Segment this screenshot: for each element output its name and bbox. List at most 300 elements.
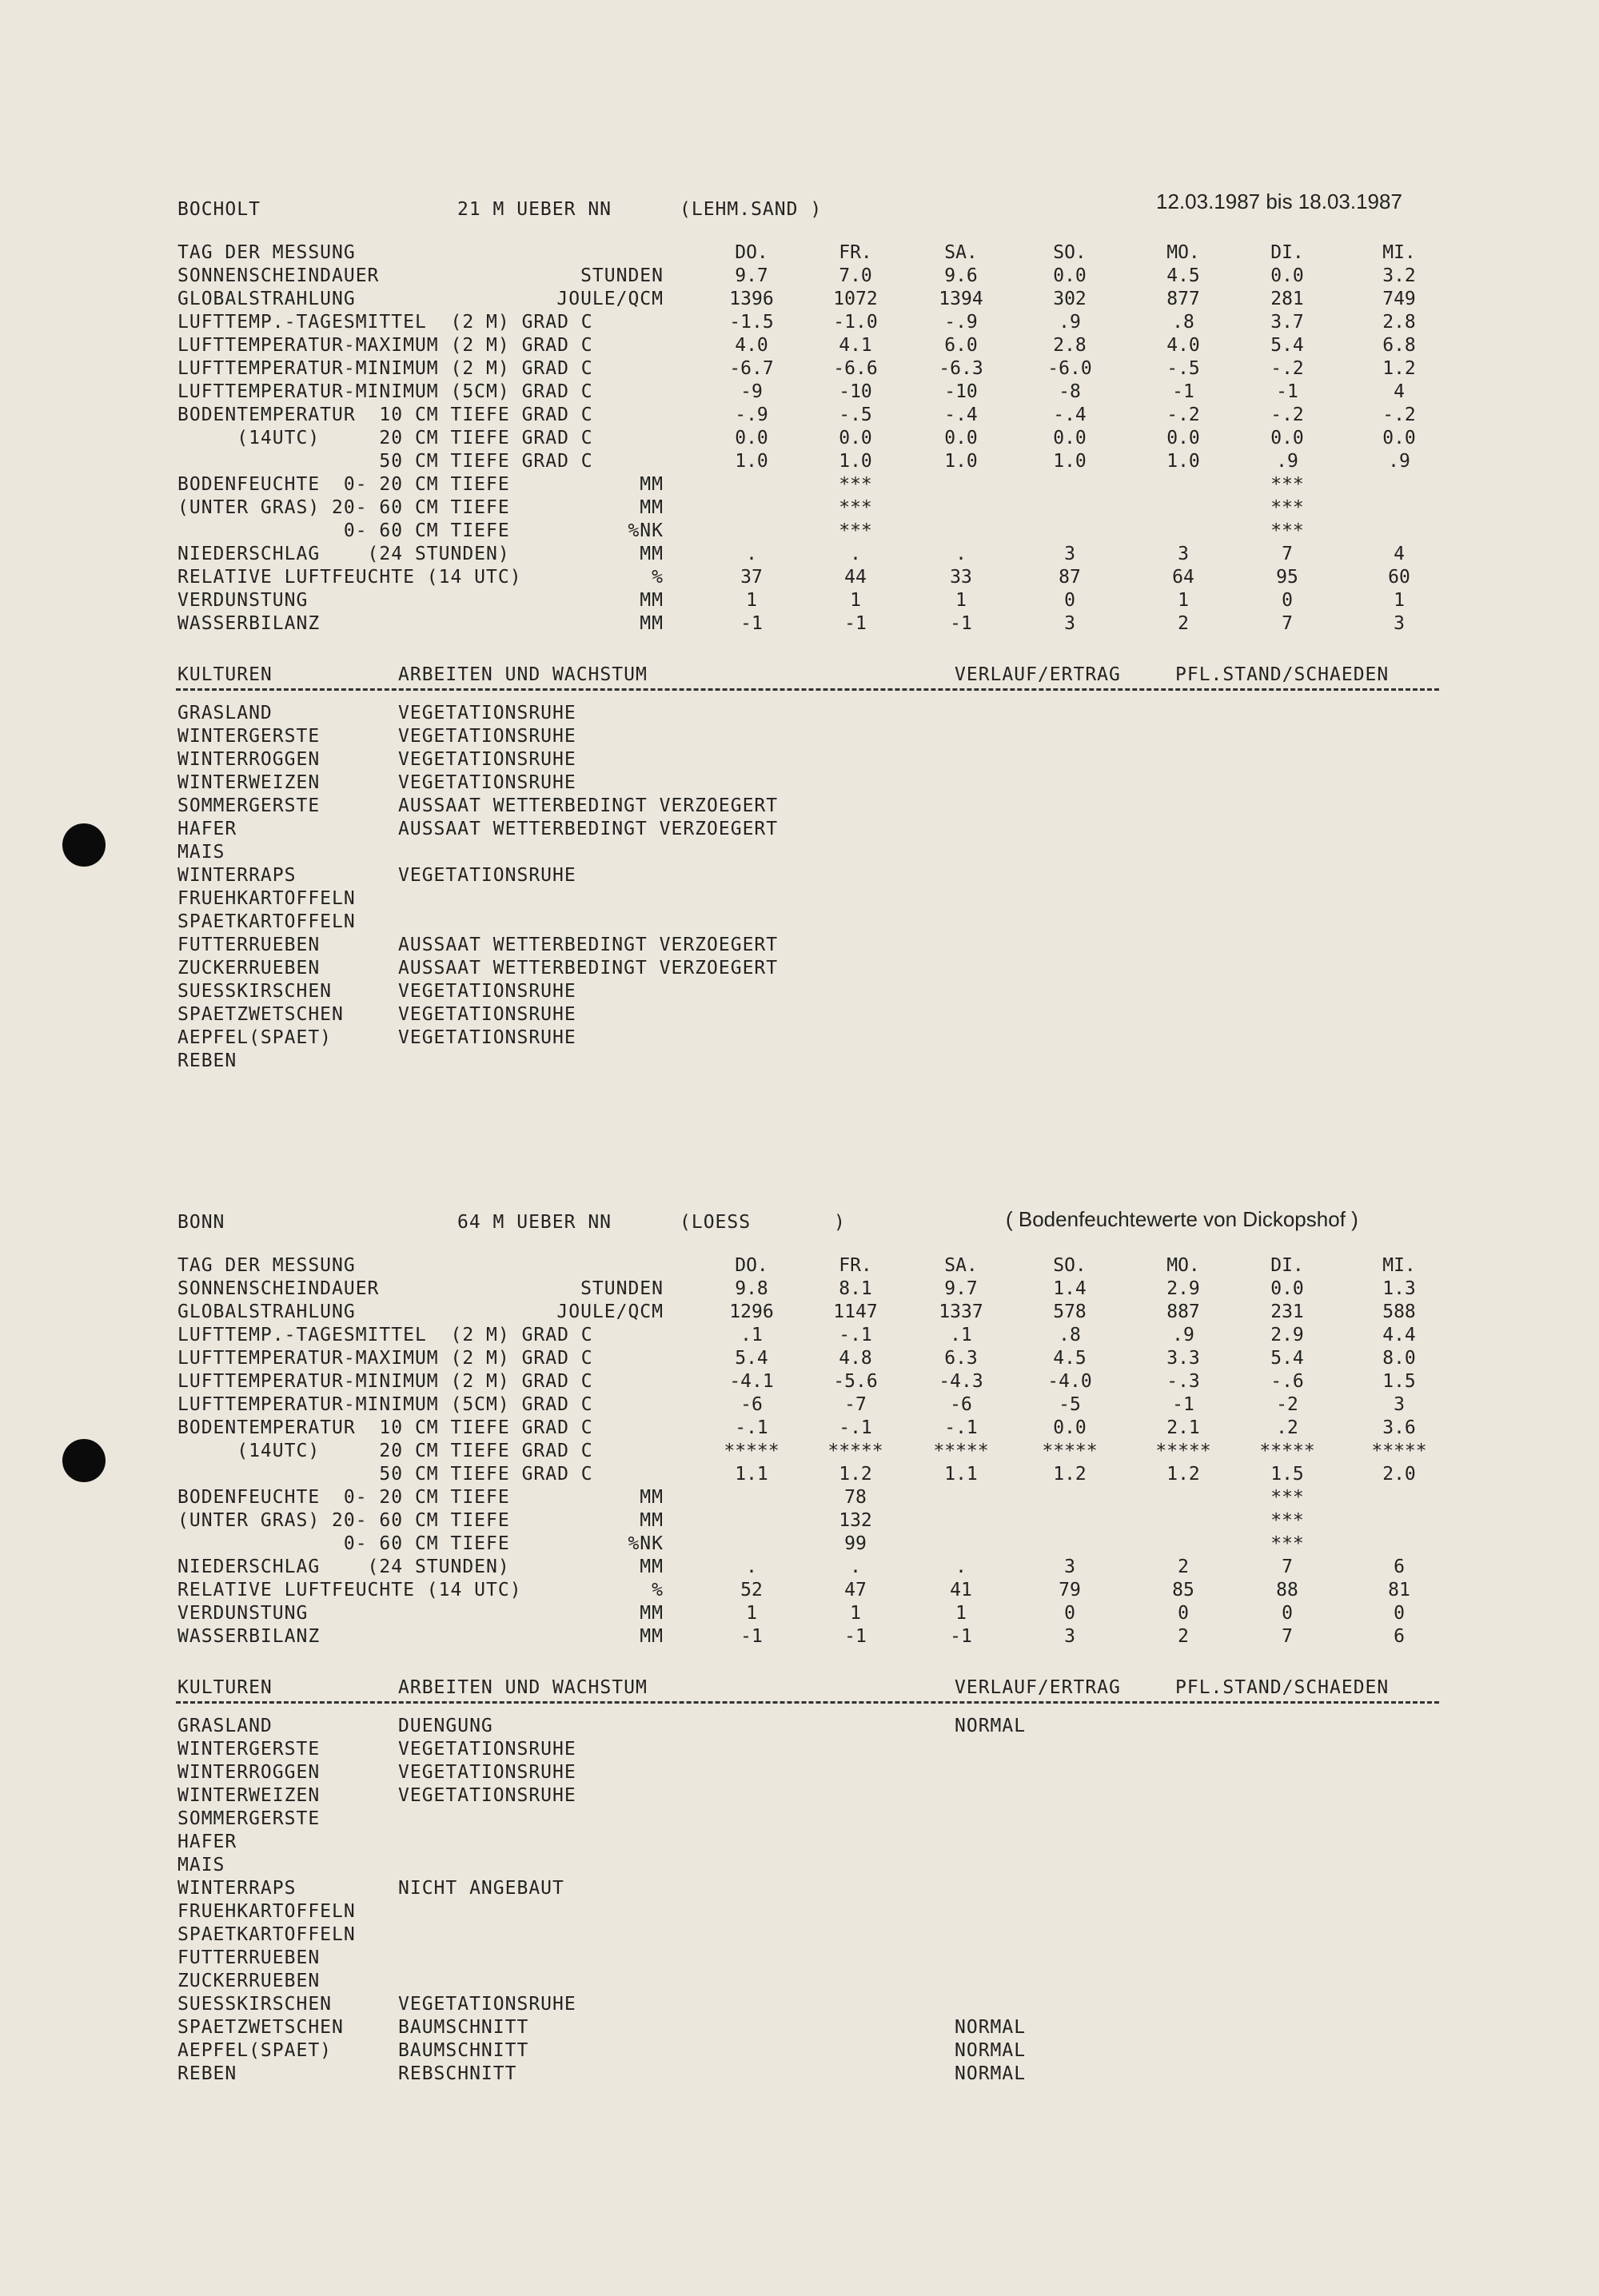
crop-activity: VEGETATIONSRUHE bbox=[398, 1004, 576, 1025]
measure-value: 37 bbox=[740, 567, 763, 588]
measure-value: 6 bbox=[1394, 1626, 1405, 1647]
measure-value: -6.0 bbox=[1047, 358, 1092, 379]
measure-value: -.9 bbox=[944, 312, 978, 333]
crop-progress: NORMAL bbox=[955, 2040, 1027, 2061]
measure-value: 2.9 bbox=[1270, 1325, 1304, 1345]
measure-label: (14UTC) 20 CM TIEFE GRAD C bbox=[177, 1441, 593, 1461]
crop-name: REBEN bbox=[177, 1050, 237, 1071]
measure-value: 749 bbox=[1382, 289, 1416, 309]
measure-label: VERDUNSTUNG bbox=[177, 590, 309, 611]
measure-label: LUFTTEMP.-TAGESMITTEL (2 M) GRAD C bbox=[177, 1325, 593, 1345]
measure-value: 578 bbox=[1053, 1301, 1087, 1322]
measure-value: -6.6 bbox=[833, 358, 878, 379]
crop-name: AEPFEL(SPAET) bbox=[177, 1027, 333, 1048]
measure-value: 9.7 bbox=[944, 1278, 978, 1299]
measure-value: -4.1 bbox=[729, 1371, 774, 1392]
crop-name: SPAETKARTOFFELN bbox=[177, 1924, 356, 1945]
measure-value: -.2 bbox=[1270, 358, 1304, 379]
crop-name: ZUCKERRUEBEN bbox=[177, 958, 321, 979]
measure-value: 231 bbox=[1270, 1301, 1304, 1322]
measure-value: 281 bbox=[1270, 289, 1304, 309]
measure-value: ***** bbox=[827, 1441, 883, 1461]
measure-value: 588 bbox=[1382, 1301, 1416, 1322]
measure-value: .9 bbox=[1276, 451, 1298, 472]
measure-value: 0.0 bbox=[1382, 428, 1416, 448]
crop-header-verlauf: VERLAUF/ERTRAG bbox=[955, 664, 1121, 685]
measure-value: 877 bbox=[1166, 289, 1200, 309]
measure-value: 1.0 bbox=[839, 451, 872, 472]
measure-label: 0- 60 CM TIEFE bbox=[177, 520, 510, 541]
measure-value: *** bbox=[1270, 1510, 1304, 1531]
measure-value: -1 bbox=[1172, 381, 1194, 402]
measure-value: -1.0 bbox=[833, 312, 878, 333]
measure-label: GLOBALSTRAHLUNG bbox=[177, 1301, 356, 1322]
measure-label: BODENFEUCHTE 0- 20 CM TIEFE bbox=[177, 1487, 510, 1508]
measure-value: -4.0 bbox=[1047, 1371, 1092, 1392]
crop-name: MAIS bbox=[177, 1855, 225, 1875]
measure-value: 3 bbox=[1064, 544, 1075, 564]
measure-value: -.1 bbox=[735, 1417, 768, 1438]
crop-progress: NORMAL bbox=[955, 1716, 1027, 1736]
day-column-header: SO. bbox=[1053, 242, 1087, 263]
measure-value: -5 bbox=[1059, 1394, 1081, 1415]
measure-unit: STUNDEN bbox=[580, 1278, 664, 1299]
measure-value: 3 bbox=[1064, 1626, 1075, 1647]
crop-name: WINTERWEIZEN bbox=[177, 1785, 321, 1806]
crop-activity: VEGETATIONSRUHE bbox=[398, 772, 576, 793]
measure-value: -1 bbox=[844, 1626, 867, 1647]
day-column-header: MO. bbox=[1166, 242, 1200, 263]
crop-name: WINTERROGGEN bbox=[177, 749, 321, 770]
crop-progress: NORMAL bbox=[955, 2017, 1027, 2038]
measure-value: 0.0 bbox=[1053, 1417, 1087, 1438]
measure-value: 3.3 bbox=[1166, 1348, 1200, 1369]
measure-value: 1 bbox=[746, 1603, 757, 1624]
measure-value: 0.0 bbox=[1053, 428, 1087, 448]
measure-value: -1 bbox=[844, 613, 867, 634]
measure-value: . bbox=[955, 544, 967, 564]
measure-value: 7 bbox=[1282, 544, 1293, 564]
measure-value: 1.0 bbox=[944, 451, 978, 472]
measure-value: *** bbox=[1270, 497, 1304, 518]
measure-value: . bbox=[746, 1557, 757, 1577]
measure-value: 5.4 bbox=[735, 1348, 768, 1369]
measure-value: -.3 bbox=[1166, 1371, 1200, 1392]
measure-value: 0 bbox=[1282, 590, 1293, 611]
measure-label: LUFTTEMPERATUR-MAXIMUM (2 M) GRAD C bbox=[177, 335, 593, 356]
measure-value: 4.0 bbox=[1166, 335, 1200, 356]
crop-header-kultur: KULTUREN bbox=[177, 664, 273, 685]
measure-value: 88 bbox=[1276, 1580, 1298, 1600]
measure-unit: MM bbox=[640, 1626, 664, 1647]
measure-unit: STUNDEN bbox=[580, 265, 664, 286]
measure-value: 87 bbox=[1059, 567, 1081, 588]
crop-header-divider bbox=[176, 688, 1439, 691]
measure-value: -.2 bbox=[1166, 405, 1200, 425]
crop-name: WINTERWEIZEN bbox=[177, 772, 321, 793]
measure-value: 64 bbox=[1172, 567, 1194, 588]
measure-value: .9 bbox=[1059, 312, 1081, 333]
measure-label: GLOBALSTRAHLUNG bbox=[177, 289, 356, 309]
measure-label: LUFTTEMPERATUR-MINIMUM (5CM) GRAD C bbox=[177, 381, 593, 402]
crop-activity: NICHT ANGEBAUT bbox=[398, 1878, 564, 1899]
measure-value: 3.6 bbox=[1382, 1417, 1416, 1438]
measure-value: 41 bbox=[950, 1580, 972, 1600]
measure-unit: %NK bbox=[628, 1533, 664, 1554]
measure-value: 0.0 bbox=[1270, 428, 1304, 448]
day-column-header: DO. bbox=[735, 242, 768, 263]
crop-activity: VEGETATIONSRUHE bbox=[398, 1739, 576, 1760]
crop-name: SPAETZWETSCHEN bbox=[177, 1004, 344, 1025]
measure-value: . bbox=[955, 1557, 967, 1577]
measure-value: *** bbox=[1270, 1487, 1304, 1508]
measure-value: 1.5 bbox=[1382, 1371, 1416, 1392]
crop-name: WINTERGERSTE bbox=[177, 726, 321, 747]
measure-label: (14UTC) 20 CM TIEFE GRAD C bbox=[177, 428, 593, 448]
measure-unit: JOULE/QCM bbox=[556, 1301, 664, 1322]
measure-value: 6 bbox=[1394, 1557, 1405, 1577]
measure-value: -6 bbox=[740, 1394, 763, 1415]
measure-label: LUFTTEMPERATUR-MINIMUM (2 M) GRAD C bbox=[177, 358, 593, 379]
measure-value: 0.0 bbox=[1053, 265, 1087, 286]
measure-unit: % bbox=[652, 1580, 664, 1600]
measure-value: -6 bbox=[950, 1394, 972, 1415]
measure-value: 0 bbox=[1282, 1603, 1293, 1624]
measure-unit: MM bbox=[640, 590, 664, 611]
measure-value: -.5 bbox=[839, 405, 872, 425]
measure-value: 1.2 bbox=[1053, 1464, 1087, 1485]
crop-progress: NORMAL bbox=[955, 2063, 1027, 2084]
measure-value: 4.1 bbox=[839, 335, 872, 356]
measure-value: 0 bbox=[1394, 1603, 1405, 1624]
measure-label: (UNTER GRAS) 20- 60 CM TIEFE bbox=[177, 1510, 510, 1531]
crop-activity: AUSSAAT WETTERBEDINGT VERZOEGERT bbox=[398, 958, 779, 979]
measure-value: -1 bbox=[950, 1626, 972, 1647]
measure-value: -.9 bbox=[735, 405, 768, 425]
station-elevation: 21 M UEBER NN bbox=[457, 199, 612, 220]
measure-value: 6.0 bbox=[944, 335, 978, 356]
crop-activity: VEGETATIONSRUHE bbox=[398, 1762, 576, 1783]
crop-name: SOMMERGERSTE bbox=[177, 795, 321, 816]
measure-value: .9 bbox=[1388, 451, 1410, 472]
crop-activity: VEGETATIONSRUHE bbox=[398, 865, 576, 886]
measure-value: 81 bbox=[1388, 1580, 1410, 1600]
measure-value: -1.5 bbox=[729, 312, 774, 333]
day-column-header: DI. bbox=[1270, 242, 1304, 263]
crop-name: ZUCKERRUEBEN bbox=[177, 1971, 321, 1991]
crop-name: WINTERGERSTE bbox=[177, 1739, 321, 1760]
crop-name: WINTERROGGEN bbox=[177, 1762, 321, 1783]
measure-value: -6.7 bbox=[729, 358, 774, 379]
measure-value: -6.3 bbox=[939, 358, 983, 379]
measure-unit: MM bbox=[640, 613, 664, 634]
crop-header-verlauf: VERLAUF/ERTRAG bbox=[955, 1677, 1121, 1698]
measure-value: -.4 bbox=[1053, 405, 1087, 425]
measure-value: .2 bbox=[1276, 1417, 1298, 1438]
measure-value: -4.3 bbox=[939, 1371, 983, 1392]
measure-value: 1 bbox=[1394, 590, 1405, 611]
measure-value: 2 bbox=[1178, 613, 1189, 634]
measure-value: 1.2 bbox=[1166, 1464, 1200, 1485]
measure-value: ***** bbox=[1259, 1441, 1315, 1461]
measure-label: 50 CM TIEFE GRAD C bbox=[177, 1464, 593, 1485]
measure-value: 0 bbox=[1178, 1603, 1189, 1624]
measure-label: NIEDERSCHLAG (24 STUNDEN) bbox=[177, 1557, 510, 1577]
measure-unit: MM bbox=[640, 544, 664, 564]
measure-value: 2.1 bbox=[1166, 1417, 1200, 1438]
measure-value: -1 bbox=[950, 613, 972, 634]
measure-value: -1 bbox=[740, 613, 763, 634]
measure-value: 1 bbox=[850, 1603, 861, 1624]
crop-name: HAFER bbox=[177, 1832, 237, 1852]
measure-label: LUFTTEMP.-TAGESMITTEL (2 M) GRAD C bbox=[177, 312, 593, 333]
measure-value: 3 bbox=[1064, 613, 1075, 634]
day-column-header: SA. bbox=[944, 1255, 978, 1276]
measure-label: RELATIVE LUFTFEUCHTE (14 UTC) bbox=[177, 1580, 522, 1600]
measure-value: 4 bbox=[1394, 381, 1405, 402]
measure-value: 1.0 bbox=[1166, 451, 1200, 472]
day-header-label: TAG DER MESSUNG bbox=[177, 242, 356, 263]
measure-value: 2 bbox=[1178, 1626, 1189, 1647]
measure-value: -9 bbox=[740, 381, 763, 402]
crop-activity: DUENGUNG bbox=[398, 1716, 493, 1736]
measure-label: LUFTTEMPERATUR-MINIMUM (2 M) GRAD C bbox=[177, 1371, 593, 1392]
measure-value: -8 bbox=[1059, 381, 1081, 402]
measure-label: SONNENSCHEINDAUER bbox=[177, 1278, 380, 1299]
measure-value: .9 bbox=[1172, 1325, 1194, 1345]
measure-value: 9.8 bbox=[735, 1278, 768, 1299]
measure-value: -.4 bbox=[944, 405, 978, 425]
measure-value: 2.0 bbox=[1382, 1464, 1416, 1485]
measure-label: BODENFEUCHTE 0- 20 CM TIEFE bbox=[177, 474, 510, 495]
crop-activity: AUSSAAT WETTERBEDINGT VERZOEGERT bbox=[398, 795, 779, 816]
crop-name: FRUEHKARTOFFELN bbox=[177, 888, 356, 909]
measure-label: 0- 60 CM TIEFE bbox=[177, 1533, 510, 1554]
crop-activity: AUSSAAT WETTERBEDINGT VERZOEGERT bbox=[398, 935, 779, 955]
measure-value: -.5 bbox=[1166, 358, 1200, 379]
measure-value: 0 bbox=[1064, 590, 1075, 611]
measure-value: 79 bbox=[1059, 1580, 1081, 1600]
measure-value: -5.6 bbox=[833, 1371, 878, 1392]
crop-name: AEPFEL(SPAET) bbox=[177, 2040, 333, 2061]
measure-value: *** bbox=[839, 474, 872, 495]
measure-value: 1147 bbox=[833, 1301, 878, 1322]
measure-value: 7 bbox=[1282, 1626, 1293, 1647]
measure-value: 0.0 bbox=[1270, 1278, 1304, 1299]
measure-value: 2.8 bbox=[1382, 312, 1416, 333]
measure-unit: MM bbox=[640, 1603, 664, 1624]
measure-value: -10 bbox=[839, 381, 872, 402]
measure-value: 52 bbox=[740, 1580, 763, 1600]
crop-name: WINTERRAPS bbox=[177, 1878, 297, 1899]
measure-value: 1.3 bbox=[1382, 1278, 1416, 1299]
measure-label: VERDUNSTUNG bbox=[177, 1603, 309, 1624]
crop-name: REBEN bbox=[177, 2063, 237, 2084]
measure-value: *** bbox=[839, 497, 872, 518]
measure-value: 4.4 bbox=[1382, 1325, 1416, 1345]
measure-value: 1.0 bbox=[1053, 451, 1087, 472]
measure-value: 1396 bbox=[729, 289, 774, 309]
crop-name: WINTERRAPS bbox=[177, 865, 297, 886]
measure-value: 33 bbox=[950, 567, 972, 588]
station-elevation: 64 M UEBER NN bbox=[457, 1212, 612, 1233]
measure-label: BODENTEMPERATUR 10 CM TIEFE GRAD C bbox=[177, 405, 593, 425]
measure-value: 5.4 bbox=[1270, 335, 1304, 356]
day-header-label: TAG DER MESSUNG bbox=[177, 1255, 356, 1276]
crop-activity: VEGETATIONSRUHE bbox=[398, 981, 576, 1002]
crop-name: FRUEHKARTOFFELN bbox=[177, 1901, 356, 1922]
measure-value: 1 bbox=[850, 590, 861, 611]
measure-value: 1337 bbox=[939, 1301, 983, 1322]
measure-value: *** bbox=[1270, 1533, 1304, 1554]
measure-unit: MM bbox=[640, 1510, 664, 1531]
measure-value: 9.7 bbox=[735, 265, 768, 286]
measure-value: 2 bbox=[1178, 1557, 1189, 1577]
crop-name: SPAETZWETSCHEN bbox=[177, 2017, 344, 2038]
measure-value: 1 bbox=[955, 1603, 967, 1624]
measure-value: *** bbox=[1270, 520, 1304, 541]
punch-hole-top bbox=[62, 823, 106, 867]
crop-name: SPAETKARTOFFELN bbox=[177, 911, 356, 932]
crop-header-stand: PFL.STAND/SCHAEDEN bbox=[1175, 664, 1390, 685]
measure-value: 1.2 bbox=[839, 1464, 872, 1485]
measure-value: 1.1 bbox=[944, 1464, 978, 1485]
measure-value: *** bbox=[839, 520, 872, 541]
measure-value: -.1 bbox=[839, 1417, 872, 1438]
measure-value: 60 bbox=[1388, 567, 1410, 588]
measure-value: 6.3 bbox=[944, 1348, 978, 1369]
measure-label: SONNENSCHEINDAUER bbox=[177, 265, 380, 286]
measure-label: RELATIVE LUFTFEUCHTE (14 UTC) bbox=[177, 567, 522, 588]
measure-label: (UNTER GRAS) 20- 60 CM TIEFE bbox=[177, 497, 510, 518]
measure-value: 7 bbox=[1282, 1557, 1293, 1577]
measure-value: -.1 bbox=[944, 1417, 978, 1438]
measure-value: . bbox=[746, 544, 757, 564]
measure-value: ***** bbox=[724, 1441, 780, 1461]
measure-label: LUFTTEMPERATUR-MINIMUM (5CM) GRAD C bbox=[177, 1394, 593, 1415]
measure-unit: MM bbox=[640, 474, 664, 495]
measure-value: -2 bbox=[1276, 1394, 1298, 1415]
measure-value: -.2 bbox=[1382, 405, 1416, 425]
measure-value: 1072 bbox=[833, 289, 878, 309]
measure-value: ***** bbox=[933, 1441, 989, 1461]
crop-activity: VEGETATIONSRUHE bbox=[398, 749, 576, 770]
measure-value: 0.0 bbox=[1166, 428, 1200, 448]
crop-name: GRASLAND bbox=[177, 1716, 273, 1736]
measure-value: 85 bbox=[1172, 1580, 1194, 1600]
measure-label: LUFTTEMPERATUR-MAXIMUM (2 M) GRAD C bbox=[177, 1348, 593, 1369]
measure-value: 302 bbox=[1053, 289, 1087, 309]
measure-value: 3 bbox=[1064, 1557, 1075, 1577]
day-column-header: SA. bbox=[944, 242, 978, 263]
measure-value: 0.0 bbox=[735, 428, 768, 448]
measure-unit: MM bbox=[640, 497, 664, 518]
measure-label: 50 CM TIEFE GRAD C bbox=[177, 451, 593, 472]
crop-activity: VEGETATIONSRUHE bbox=[398, 1785, 576, 1806]
crop-activity: REBSCHNITT bbox=[398, 2063, 517, 2084]
station-name: BONN bbox=[177, 1212, 225, 1233]
measure-value: 3 bbox=[1178, 544, 1189, 564]
measure-unit: % bbox=[652, 567, 664, 588]
crop-activity: VEGETATIONSRUHE bbox=[398, 1994, 576, 2015]
station-soil: (LEHM.SAND ) bbox=[680, 199, 823, 220]
measure-label: WASSERBILANZ bbox=[177, 613, 321, 634]
measure-value: 1.5 bbox=[1270, 1464, 1304, 1485]
measure-value: 95 bbox=[1276, 567, 1298, 588]
measure-value: .1 bbox=[740, 1325, 763, 1345]
measure-value: 7.0 bbox=[839, 265, 872, 286]
measure-value: 78 bbox=[844, 1487, 867, 1508]
measure-value: 887 bbox=[1166, 1301, 1200, 1322]
measure-value: 0.0 bbox=[944, 428, 978, 448]
crop-activity: BAUMSCHNITT bbox=[398, 2017, 529, 2038]
measure-label: WASSERBILANZ bbox=[177, 1626, 321, 1647]
measure-unit: MM bbox=[640, 1487, 664, 1508]
measure-value: 2.9 bbox=[1166, 1278, 1200, 1299]
day-column-header: MO. bbox=[1166, 1255, 1200, 1276]
measure-value: -1 bbox=[740, 1626, 763, 1647]
measure-value: 1.1 bbox=[735, 1464, 768, 1485]
measure-value: 4.8 bbox=[839, 1348, 872, 1369]
day-column-header: MI. bbox=[1382, 1255, 1416, 1276]
measure-value: 0 bbox=[1064, 1603, 1075, 1624]
measure-value: ***** bbox=[1371, 1441, 1427, 1461]
measure-value: 8.1 bbox=[839, 1278, 872, 1299]
measure-value: 132 bbox=[839, 1510, 872, 1531]
measure-label: BODENTEMPERATUR 10 CM TIEFE GRAD C bbox=[177, 1417, 593, 1438]
measure-value: 99 bbox=[844, 1533, 867, 1554]
measure-value: -.2 bbox=[1270, 405, 1304, 425]
crop-name: SUESSKIRSCHEN bbox=[177, 981, 333, 1002]
measure-value: 1394 bbox=[939, 289, 983, 309]
measure-value: 4.0 bbox=[735, 335, 768, 356]
day-column-header: FR. bbox=[839, 242, 872, 263]
measure-value: *** bbox=[1270, 474, 1304, 495]
measure-value: -.6 bbox=[1270, 1371, 1304, 1392]
measure-value: 0.0 bbox=[1270, 265, 1304, 286]
measure-value: -.1 bbox=[839, 1325, 872, 1345]
crop-name: FUTTERRUEBEN bbox=[177, 1947, 321, 1968]
measure-value: 9.6 bbox=[944, 265, 978, 286]
measure-unit: %NK bbox=[628, 520, 664, 541]
crop-header-divider bbox=[176, 1701, 1439, 1704]
crop-name: SOMMERGERSTE bbox=[177, 1808, 321, 1829]
measure-value: 3 bbox=[1394, 1394, 1405, 1415]
measure-value: 3.2 bbox=[1382, 265, 1416, 286]
measure-value: 1 bbox=[955, 590, 967, 611]
crop-activity: VEGETATIONSRUHE bbox=[398, 703, 576, 723]
crop-activity: BAUMSCHNITT bbox=[398, 2040, 529, 2061]
measure-value: 5.4 bbox=[1270, 1348, 1304, 1369]
measure-unit: MM bbox=[640, 1557, 664, 1577]
day-column-header: FR. bbox=[839, 1255, 872, 1276]
measure-value: .8 bbox=[1172, 312, 1194, 333]
day-column-header: SO. bbox=[1053, 1255, 1087, 1276]
crop-header-arbeiten: ARBEITEN UND WACHSTUM bbox=[398, 1677, 648, 1698]
measure-value: 4.5 bbox=[1166, 265, 1200, 286]
crop-activity: AUSSAAT WETTERBEDINGT VERZOEGERT bbox=[398, 819, 779, 839]
measure-value: 6.8 bbox=[1382, 335, 1416, 356]
measure-value: 3 bbox=[1394, 613, 1405, 634]
crop-header-arbeiten: ARBEITEN UND WACHSTUM bbox=[398, 664, 648, 685]
crop-name: HAFER bbox=[177, 819, 237, 839]
measure-value: 3.7 bbox=[1270, 312, 1304, 333]
measure-value: ***** bbox=[1155, 1441, 1211, 1461]
measure-value: 4.5 bbox=[1053, 1348, 1087, 1369]
crop-header-kultur: KULTUREN bbox=[177, 1677, 273, 1698]
measure-value: -1 bbox=[1172, 1394, 1194, 1415]
crop-name: SUESSKIRSCHEN bbox=[177, 1994, 333, 2015]
